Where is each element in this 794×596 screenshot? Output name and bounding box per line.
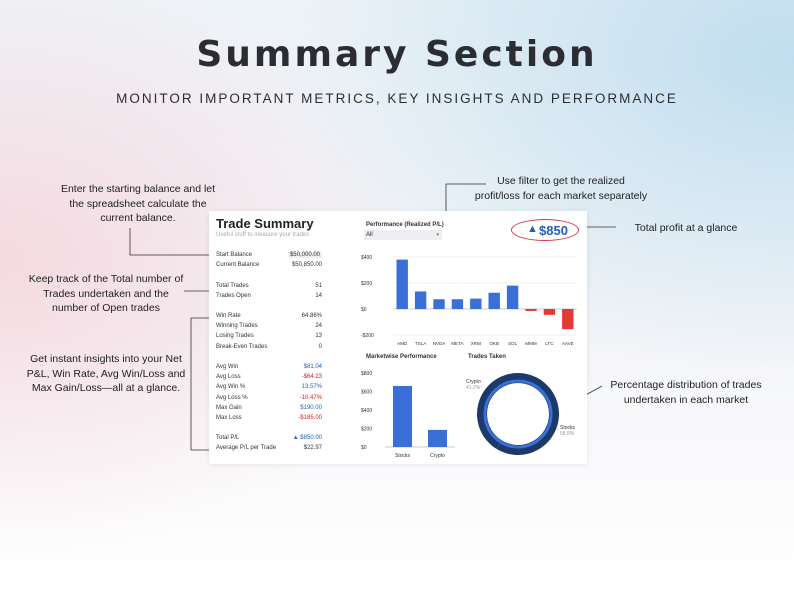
slice-percent-crypto: 41.2%: [466, 385, 481, 391]
x-tick-label: XRM: [470, 341, 481, 346]
bar-aave: [562, 309, 573, 329]
x-tick-label: LTC: [545, 341, 554, 346]
metric-label: Total P/L: [216, 435, 240, 441]
y-tick-label: $0: [361, 445, 367, 451]
metric-row: [216, 445, 322, 454]
trades-taken-donut-chart: [464, 371, 582, 461]
y-tick-label: $0: [361, 307, 367, 313]
metric-value[interactable]: -10.47%: [299, 395, 322, 401]
chevron-down-icon: ▾: [436, 232, 439, 238]
metric-row: [216, 395, 322, 404]
leader-line: [480, 386, 482, 388]
metric-label: Avg Loss: [216, 374, 241, 380]
x-tick-label: AMD: [397, 341, 408, 346]
performance-chart-title: Performance (Realized P/L): [366, 222, 444, 228]
metric-label: Total Trades: [216, 283, 249, 289]
callout-filter: Use filter to get the realized profit/loss for each market separately: [474, 175, 648, 202]
metric-label: Winning Trades: [216, 323, 258, 329]
bar-nvda: [433, 299, 444, 309]
metric-row: [216, 374, 322, 383]
metric-label: Current Balance: [216, 262, 260, 268]
metric-label: Losing Trades: [216, 333, 254, 339]
metric-row: [216, 293, 322, 302]
page-subtitle: MONITOR IMPORTANT METRICS, KEY INSIGHTS AND PERFORMANCE: [116, 91, 678, 106]
x-tick-label: Stocks: [394, 453, 411, 459]
metric-value[interactable]: 0: [318, 344, 322, 350]
y-tick-label: $800: [361, 371, 373, 377]
bar-mmm: [525, 309, 536, 311]
metric-value[interactable]: -$64.23: [301, 374, 322, 380]
x-tick-label: TSLA: [414, 341, 427, 346]
sheet-subtitle: Useful stuff to measure your trades: [216, 232, 310, 238]
bar-xrm: [470, 299, 481, 309]
connector-start-balance: [130, 228, 213, 255]
metric-row: [216, 364, 322, 373]
metric-label: Win Rate: [216, 313, 241, 319]
metric-value[interactable]: $50,000.00: [289, 252, 320, 258]
bar-tsla: [415, 291, 426, 309]
callout-total-profit: Total profit at a glance: [634, 222, 738, 234]
x-tick-label: Crypto: [430, 453, 445, 459]
slice-percent-stocks: 58.8%: [560, 431, 575, 437]
callout-trades: Keep track of the Total number of Trades undertaken and the number of Open trades: [28, 273, 184, 314]
metric-value[interactable]: 13.57%: [301, 384, 322, 390]
slice-label-stocks: Stocks: [560, 425, 576, 431]
x-tick-label: OKB: [489, 341, 500, 346]
page-title: Summary Section: [196, 34, 598, 75]
bar-sol: [507, 286, 518, 309]
marketwise-bar-chart: [359, 367, 459, 461]
metric-row: [216, 313, 322, 322]
metric-label: Start Balance: [216, 252, 253, 258]
callout-distribution: Percentage distribution of trades undertaken in each market: [610, 379, 762, 406]
y-tick-label: $200: [361, 426, 373, 433]
filter-value: All: [366, 232, 373, 238]
metric-value[interactable]: -$185.00: [298, 415, 322, 421]
metric-row: [216, 283, 322, 292]
metric-row: [216, 323, 322, 332]
metric-row: [216, 252, 322, 261]
bar-meta: [452, 299, 463, 309]
metric-row: [216, 435, 322, 444]
callout-insights: Get instant insights into your Net P&L, Win Rate, Avg Win/Loss and Max Gain/Loss—all at a glance.: [26, 353, 186, 394]
bar-amd: [396, 260, 407, 309]
bar-ltc: [544, 309, 555, 315]
metric-label: Break-Even Trades: [216, 344, 268, 350]
metric-label: Average P/L per Trade: [216, 445, 277, 451]
market-filter-dropdown[interactable]: [364, 230, 442, 240]
metric-value[interactable]: $22.97: [303, 445, 322, 451]
metric-row: [216, 384, 322, 393]
metric-label: Max Gain: [216, 405, 242, 411]
marketwise-chart-title: Marketwise Performance: [366, 354, 437, 360]
metric-row: [216, 333, 322, 342]
metric-value[interactable]: 24: [315, 323, 322, 329]
slice-label-crypto: Crypto: [466, 379, 481, 385]
metric-value[interactable]: 64.86%: [301, 313, 322, 319]
trade-summary-sheet: [209, 211, 587, 464]
metric-label: Avg Loss %: [216, 395, 248, 401]
metric-label: Avg Win %: [216, 384, 246, 390]
x-tick-label: AAVE: [561, 341, 574, 346]
metric-value[interactable]: 51: [315, 283, 322, 289]
metric-row: [216, 415, 322, 424]
x-tick-label: NVDA: [432, 341, 446, 346]
metric-value[interactable]: $190.00: [300, 405, 322, 411]
up-arrow-icon: ▲: [527, 223, 538, 235]
y-tick-label: $400: [361, 408, 373, 414]
metric-value[interactable]: 13: [315, 333, 322, 339]
metric-value[interactable]: $50,850.00: [291, 262, 322, 268]
slice-crypto: [477, 373, 518, 449]
y-tick-label: $600: [361, 389, 373, 396]
metric-row: [216, 405, 322, 414]
x-tick-label: META: [451, 341, 464, 346]
y-tick-label: $400: [361, 255, 373, 261]
metric-label: Avg Win: [216, 364, 239, 370]
metric-row: [216, 262, 322, 271]
total-profit-value: $850: [539, 223, 568, 238]
bar-stocks: [393, 386, 412, 447]
metric-value[interactable]: 14: [315, 293, 322, 299]
bar-okb: [488, 293, 499, 309]
bar-crypto: [428, 430, 447, 447]
callout-starting-balance: Enter the starting balance and let the spreadsheet calculate the current balance.: [60, 183, 216, 224]
sheet-title: Trade Summary: [216, 216, 314, 231]
metric-value[interactable]: $81.04: [303, 364, 322, 370]
metric-value[interactable]: ▲ $850.00: [292, 435, 322, 441]
x-tick-label: SOL: [507, 341, 518, 346]
y-tick-label: -$200: [361, 333, 374, 339]
metric-label: Trades Open: [216, 293, 251, 299]
y-tick-label: $200: [361, 281, 373, 287]
donut-inner-ring: [485, 381, 551, 447]
metric-row: [216, 344, 322, 353]
performance-bar-chart: [359, 249, 581, 349]
x-tick-label: MMM: [525, 341, 537, 346]
metric-label: Max Loss: [216, 415, 242, 421]
trades-taken-title: Trades Taken: [468, 354, 506, 360]
